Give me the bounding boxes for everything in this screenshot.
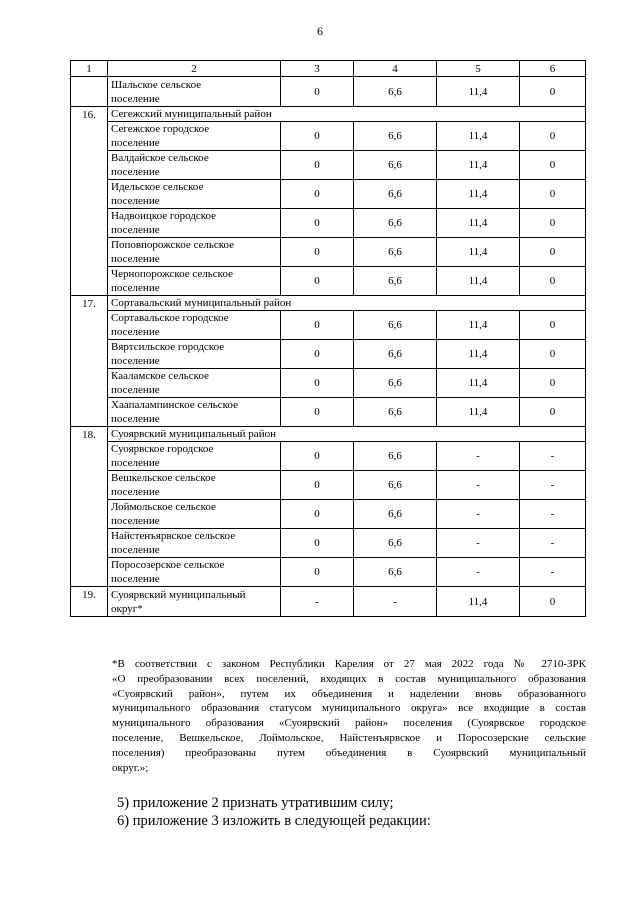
table-row: [71, 77, 586, 107]
row-number: 19.: [71, 587, 108, 617]
footnote-line: поселение, Вешкельское, Лоймольское, Найстенъярвское и Поросозерские сельские: [112, 731, 586, 744]
settlement-name-line: округ*: [111, 602, 143, 615]
settlement-name-line: Поповпорожское сельское: [111, 239, 235, 251]
settlement-name-line: поселение: [111, 486, 160, 498]
settlement-name-line: Вяртсильское городское: [111, 341, 225, 353]
value-cell-c6: 0: [520, 398, 586, 427]
value-cell-c6: 0: [520, 587, 586, 617]
settlement-name: [108, 77, 281, 107]
value-cell-c6: 0: [520, 311, 586, 340]
value-cell-c4: 6,6: [354, 180, 437, 209]
settlement-name-line: поселение: [111, 92, 160, 105]
value-cell-c4: 6,6: [354, 369, 437, 398]
value-cell-c6: 0: [520, 267, 586, 296]
value-cell-c3: 0: [281, 340, 354, 369]
paragraph-item-6: 6) приложение 3 изложить в следующей редакции:: [117, 813, 431, 829]
value-cell-c5: -: [437, 500, 520, 529]
row-number: 16.: [71, 107, 108, 296]
settlement-name-line: поселение: [111, 224, 160, 236]
group-row: [71, 427, 586, 442]
settlement-name: [108, 267, 281, 296]
value-cell-c3: 0: [281, 77, 354, 107]
table-row: [71, 238, 586, 267]
header-cell: 1: [71, 61, 108, 77]
value-cell-c5: 11,4: [437, 238, 520, 267]
footnote-line: поселения) преобразованы путем объединения в Суоярвский муниципальный: [112, 746, 586, 759]
settlement-name-line: поселение: [111, 457, 160, 469]
header-cell: 3: [281, 61, 354, 77]
footnote: [112, 657, 586, 775]
value-cell-c6: 0: [520, 122, 586, 151]
value-cell-c6: 0: [520, 238, 586, 267]
value-cell-c5: -: [437, 529, 520, 558]
table-row: [71, 267, 586, 296]
settlement-name: [108, 151, 281, 180]
value-cell-c4: 6,6: [354, 471, 437, 500]
settlement-name: [108, 180, 281, 209]
table-row: [71, 442, 586, 471]
value-cell-c5: 11,4: [437, 311, 520, 340]
value-cell-c3: 0: [281, 369, 354, 398]
value-cell-c5: 11,4: [437, 209, 520, 238]
value-cell-c6: -: [520, 558, 586, 587]
settlement-table: [70, 60, 586, 617]
value-cell-c5: 11,4: [437, 122, 520, 151]
value-cell-c5: 11,4: [437, 267, 520, 296]
table-row: [71, 398, 586, 427]
value-cell-c6: 0: [520, 180, 586, 209]
value-cell-c3: 0: [281, 180, 354, 209]
table-row: [71, 587, 586, 617]
settlement-name-line: Шальское сельское: [111, 78, 202, 91]
value-cell-c5: 11,4: [437, 180, 520, 209]
settlement-name: [108, 122, 281, 151]
value-cell-c6: -: [520, 471, 586, 500]
value-cell-c6: 0: [520, 369, 586, 398]
value-cell-c5: -: [437, 558, 520, 587]
settlement-name-line: Суоярвское городское: [111, 443, 214, 455]
value-cell-c6: -: [520, 442, 586, 471]
settlement-name: [108, 558, 281, 587]
value-cell-c3: 0: [281, 558, 354, 587]
group-row: [71, 296, 586, 311]
settlement-name-line: Лоймольское сельское: [111, 501, 216, 513]
settlement-name: [108, 311, 281, 340]
table-row: [71, 369, 586, 398]
value-cell-c4: 6,6: [354, 151, 437, 180]
settlement-name-line: поселение: [111, 195, 160, 207]
settlement-name-line: поселение: [111, 515, 160, 527]
value-cell-c3: 0: [281, 122, 354, 151]
settlement-name-line: Вешкельское сельское: [111, 472, 216, 484]
settlement-name-line: поселение: [111, 413, 160, 425]
value-cell-c3: 0: [281, 267, 354, 296]
page-number: 6: [317, 24, 323, 38]
value-cell-c4: 6,6: [354, 398, 437, 427]
table-row: [71, 471, 586, 500]
footnote-line: муниципального образования статусом муниципального округа» все входящие в состав: [112, 702, 586, 715]
settlement-name: [108, 442, 281, 471]
value-cell-c5: -: [437, 471, 520, 500]
value-cell-c5: 11,4: [437, 340, 520, 369]
value-cell-c4: 6,6: [354, 529, 437, 558]
value-cell-c6: 0: [520, 151, 586, 180]
value-cell-c5: 11,4: [437, 151, 520, 180]
settlement-name-line: Найстенъярвское сельское: [111, 530, 236, 542]
value-cell-c4: -: [354, 587, 437, 617]
header-cell: 2: [108, 61, 281, 77]
footnote-line: *В соответствии с законом Республики Карелия от 27 мая 2022 года № 2710-ЗРК: [112, 658, 586, 670]
footnote-line: «О преобразовании всех поселений, входящих в состав муниципального образования: [112, 672, 586, 685]
settlement-name-line: поселение: [111, 166, 160, 178]
header-cell: 6: [520, 61, 586, 77]
value-cell-c3: 0: [281, 442, 354, 471]
header-cell: 4: [354, 61, 437, 77]
value-cell-c4: 6,6: [354, 267, 437, 296]
settlement-name: [108, 471, 281, 500]
value-cell-c5: 11,4: [437, 398, 520, 427]
settlement-name-line: поселение: [111, 573, 160, 585]
value-cell-c3: 0: [281, 311, 354, 340]
settlement-name: [108, 369, 281, 398]
value-cell-c6: 0: [520, 77, 586, 107]
settlement-name-line: Чернопорожское сельское: [111, 268, 233, 280]
table-row: [71, 209, 586, 238]
value-cell-c4: 6,6: [354, 500, 437, 529]
table-row: [71, 340, 586, 369]
value-cell-c4: 6,6: [354, 77, 437, 107]
settlement-name-line: поселение: [111, 253, 160, 265]
value-cell-c3: 0: [281, 151, 354, 180]
paragraph-item-5: 5) приложение 2 признать утратившим силу;: [117, 795, 394, 811]
value-cell-c6: 0: [520, 340, 586, 369]
settlement-name: [108, 529, 281, 558]
table-row: [71, 180, 586, 209]
table-row: [71, 529, 586, 558]
value-cell-c3: 0: [281, 471, 354, 500]
settlement-name-line: Хаапалампинское сельское: [111, 399, 238, 411]
settlement-name-line: Сортавальское городское: [111, 312, 229, 324]
value-cell-c3: 0: [281, 209, 354, 238]
row-number: 18.: [71, 427, 108, 587]
settlement-name: [108, 209, 281, 238]
group-name: Сегежский муниципальный район: [108, 107, 586, 122]
settlement-name-line: поселение: [111, 326, 160, 338]
table-row: [71, 500, 586, 529]
settlement-name-line: Сегежское городское: [111, 123, 210, 135]
settlement-name-line: Поросозерское сельское: [111, 559, 225, 571]
value-cell-c3: -: [281, 587, 354, 617]
value-cell-c5: -: [437, 442, 520, 471]
table-row: [71, 558, 586, 587]
settlement-name-line: Надвоицкое городское: [111, 210, 217, 222]
settlement-name-line: поселение: [111, 137, 160, 149]
value-cell-c4: 6,6: [354, 558, 437, 587]
value-cell-c5: 11,4: [437, 77, 520, 107]
value-cell-c4: 6,6: [354, 340, 437, 369]
settlement-name-line: Валдайское сельское: [111, 152, 209, 164]
settlement-name-line: поселение: [111, 384, 160, 396]
table-body: [71, 61, 586, 617]
settlement-name-line: Кааламское сельское: [111, 370, 209, 382]
value-cell-c6: -: [520, 529, 586, 558]
table-row: [71, 311, 586, 340]
settlement-name-line: Суоярвский муниципальный: [111, 588, 246, 601]
settlement-name-line: поселение: [111, 282, 160, 294]
header-cell: 5: [437, 61, 520, 77]
value-cell-c5: 11,4: [437, 587, 520, 617]
value-cell-c4: 6,6: [354, 209, 437, 238]
row-number: [71, 77, 108, 107]
value-cell-c3: 0: [281, 398, 354, 427]
settlement-name: [108, 587, 281, 617]
settlement-name: [108, 500, 281, 529]
value-cell-c4: 6,6: [354, 122, 437, 151]
value-cell-c5: 11,4: [437, 369, 520, 398]
footnote-line: «Суоярвский район», путем их объединения и наделении вновь образованного: [112, 687, 586, 700]
settlement-name: [108, 238, 281, 267]
settlement-name: [108, 398, 281, 427]
value-cell-c4: 6,6: [354, 238, 437, 267]
value-cell-c6: 0: [520, 209, 586, 238]
value-cell-c3: 0: [281, 238, 354, 267]
footnote-line: округ.»;: [112, 761, 149, 774]
settlement-name: [108, 340, 281, 369]
group-name: Суоярвский муниципальный район: [108, 427, 586, 442]
value-cell-c4: 6,6: [354, 311, 437, 340]
group-row: [71, 107, 586, 122]
group-name: Сортавальский муниципальный район: [108, 296, 586, 311]
settlement-name-line: Идельское сельское: [111, 181, 204, 193]
settlement-name-line: поселение: [111, 355, 160, 367]
value-cell-c6: -: [520, 500, 586, 529]
table-row: [71, 122, 586, 151]
value-cell-c3: 0: [281, 500, 354, 529]
footnote-line: муниципального образования «Суоярвский район» поселения (Суоярвское городское: [112, 717, 586, 730]
value-cell-c4: 6,6: [354, 442, 437, 471]
value-cell-c3: 0: [281, 529, 354, 558]
row-number: 17.: [71, 296, 108, 427]
table-row: [71, 151, 586, 180]
settlement-name-line: поселение: [111, 544, 160, 556]
table-header-row: [71, 61, 586, 77]
